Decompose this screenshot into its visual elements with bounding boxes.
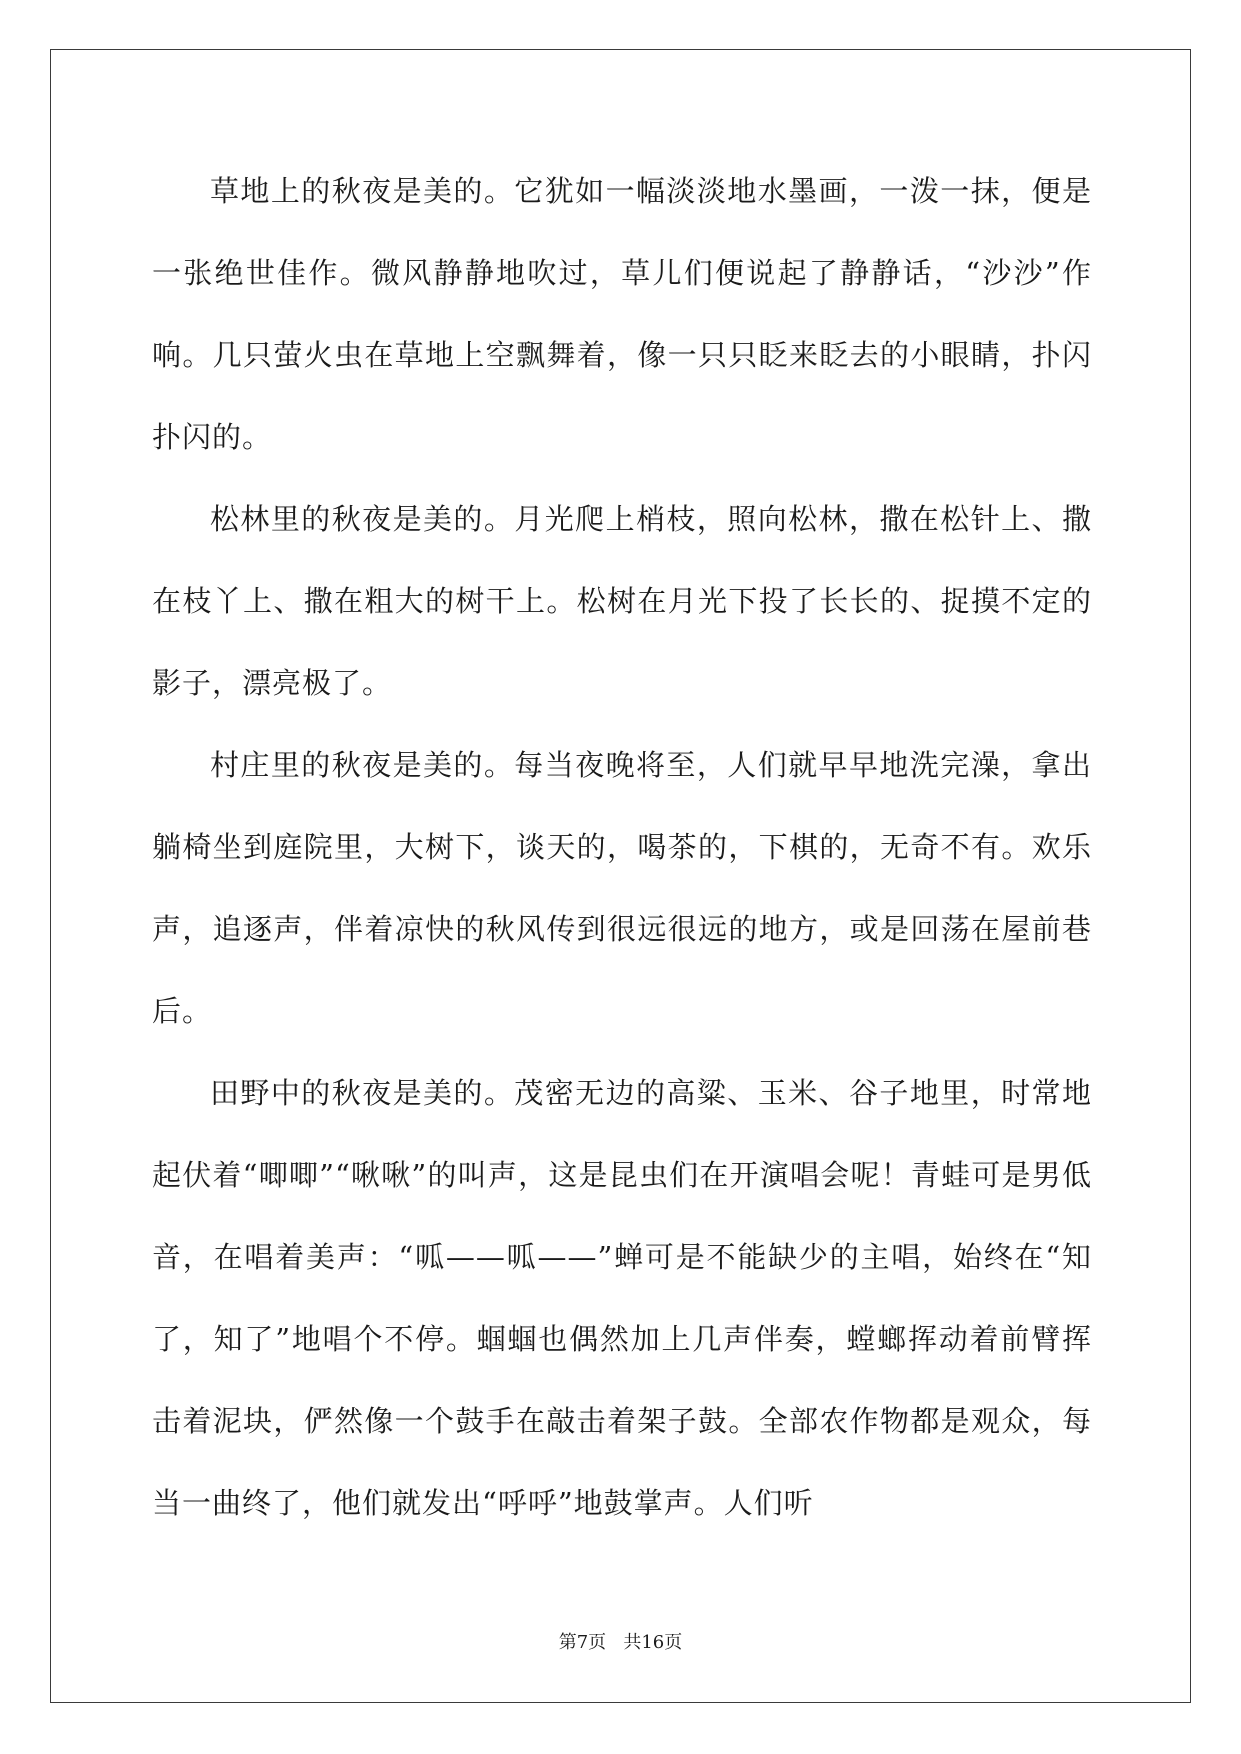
paragraph-village: 村庄里的秋夜是美的。每当夜晚将至，人们就早早地洗完澡，拿出躺椅坐到庭院里，大树下，谈天的，喝茶的，下棋的，无奇不有。欢乐声，追逐声，伴着凉快的秋风传到很远很远的地方，或是回荡在屋前巷后。 (152, 748, 1092, 1028)
document-body (152, 150, 1092, 1544)
paragraph-grassland: 草地上的秋夜是美的。它犹如一幅淡淡地水墨画，一泼一抹，便是一张绝世佳作。微风静静地吹过，草儿们便说起了静静话，“沙沙”作响。几只萤火虫在草地上空飘舞着，像一只只眨来眨去的小眼睛，扑闪扑闪的。 (152, 174, 1092, 454)
page-number-footer: 第7页 共16页 (558, 1632, 683, 1653)
paragraph-pine-forest: 松林里的秋夜是美的。月光爬上梢枝，照向松林，撒在松针上、撒在枝丫上、撒在粗大的树干上。松树在月光下投了长长的、捉摸不定的影子，漂亮极了。 (152, 502, 1092, 700)
paragraph-fields: 田野中的秋夜是美的。茂密无边的高粱、玉米、谷子地里，时常地起伏着“唧唧”“啾啾”的叫声，这是昆虫们在开演唱会呢！青蛙可是男低音，在唱着美声：“呱——呱——”蝉可是不能缺少的主唱，始终在“知了，知了”地唱个不停。蝈蝈也偶然加上几声伴奏，螳螂挥动着前臂挥击着泥块，俨然像一个鼓手在敲击着架子鼓。全部农作物都是观众，每当一曲终了，他们就发出“呼呼”地鼓掌声。人们听 (152, 1076, 1092, 1520)
